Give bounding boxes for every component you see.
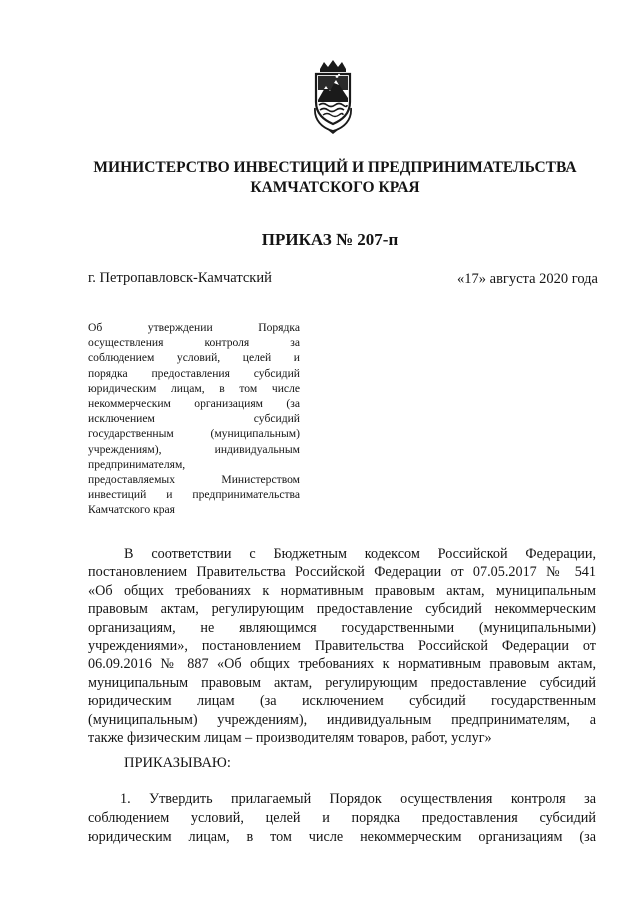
order-date: «17» августа 2020 года <box>457 271 598 287</box>
subject-line: Камчатского края <box>88 503 176 517</box>
ministry-title <box>80 158 590 198</box>
preamble-line: муниципальным правовым актам, регулирующим предоставление субсидий <box>88 674 596 691</box>
order-subject <box>88 320 300 517</box>
coat-of-arms-icon <box>306 58 360 134</box>
preamble-line: юридическим лицам (за исключением субсидий государственным <box>88 693 596 710</box>
preamble-line: учреждениями», постановлением Правительства Российской Федерации от <box>88 637 596 654</box>
preamble-line: правовым актам, регулирующим предоставление субсидий некоммерческим <box>88 601 596 618</box>
city: г. Петропавловск-Камчатский <box>88 270 272 286</box>
preamble-line: «Об общих требованиях к нормативным правовым актам, муниципальным <box>88 582 596 599</box>
subject-line: некоммерческим организациям (за <box>88 396 300 410</box>
preamble <box>88 545 596 747</box>
order-item-1 <box>88 790 596 847</box>
subject-line: порядка предоставления субсидий <box>88 366 300 380</box>
preamble-line: 06.09.2016 № 887 «Об общих требованиях к нормативным правовым актам, <box>88 656 596 673</box>
subject-line: Об утверждении Порядка <box>88 321 300 334</box>
preamble-line: (муниципальным) учреждениям), индивидуальным предпринимателям, а <box>88 711 596 728</box>
item-line: соблюдением условий, целей и порядка предоставления субсидий <box>88 810 596 826</box>
subject-line: предоставляемых Министерством <box>88 472 300 486</box>
order-word: ПРИКАЗЫВАЮ: <box>124 755 231 771</box>
subject-line: осуществления контроля за <box>88 336 300 350</box>
item-line: 1. Утвердить прилагаемый Порядок осуществления контроля за <box>120 791 596 807</box>
preamble-line: В соответствии с Бюджетным кодексом Российской Федерации, <box>124 546 596 562</box>
subject-line: государственным (муниципальным) <box>88 427 300 441</box>
preamble-line: организациям, не являющимся государственными (муниципальными) <box>88 619 596 636</box>
preamble-line: также физическим лицам – производителям товаров, работ, услуг» <box>88 729 492 746</box>
subject-line: предпринимателям, <box>88 457 186 471</box>
subject-line: учреждениям), индивидуальным <box>88 442 300 456</box>
subject-line: юридическим лицам, в том числе <box>88 381 300 395</box>
subject-line: соблюдением условий, целей и <box>88 351 300 365</box>
subject-line: инвестиций и предпринимательства <box>88 488 300 502</box>
subject-line: исключением субсидий <box>88 412 300 426</box>
ministry-title-line2: КАМЧАТСКОГО КРАЯ <box>250 179 420 196</box>
preamble-line: постановлением Правительства Российской Федерации от 07.05.2017 № 541 <box>88 564 596 581</box>
ministry-title-line1: МИНИСТЕРСТВО ИНВЕСТИЦИЙ И ПРЕДПРИНИМАТЕЛЬСТВА <box>93 159 577 176</box>
order-title: ПРИКАЗ № 207-п <box>261 230 399 249</box>
item-line: юридическим лицам, в том числе некоммерческим организациям (за <box>88 829 596 845</box>
